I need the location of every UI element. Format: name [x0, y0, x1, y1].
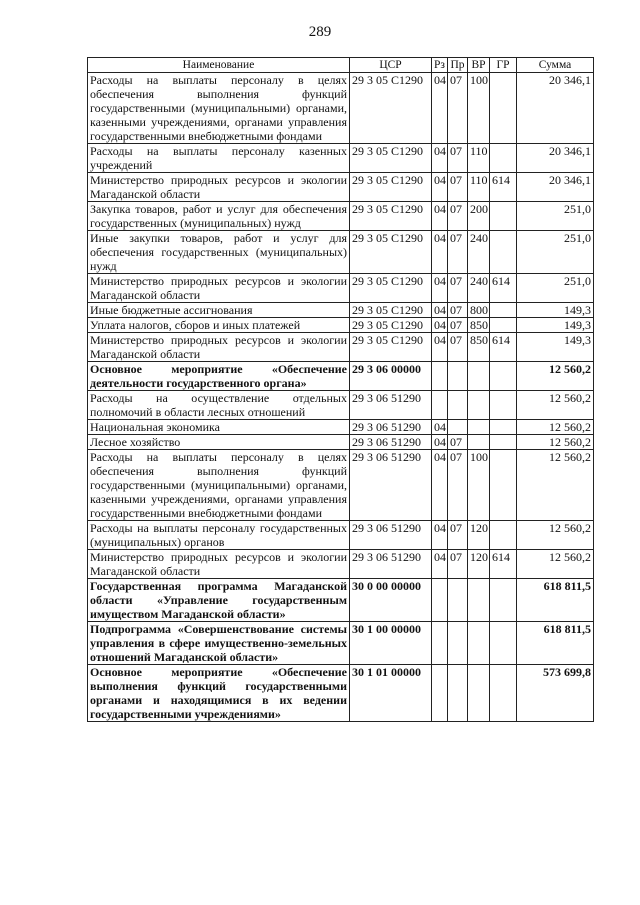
cell-gr [490, 202, 517, 231]
table-row [88, 665, 594, 722]
cell-rz [432, 665, 448, 722]
cell-rz [432, 579, 448, 622]
cell-sum: 12 560,2 [517, 450, 594, 521]
cell-vr: 110 [468, 173, 490, 202]
cell-gr [490, 303, 517, 318]
cell-name: Лесное хозяйство [88, 435, 350, 450]
cell-csr: 29 3 05 С1290 [350, 144, 432, 173]
cell-gr [490, 318, 517, 333]
table-row [88, 303, 594, 318]
cell-csr: 29 3 05 С1290 [350, 73, 432, 144]
cell-name: Министерство природных ресурсов и экологии Магаданской области [88, 274, 350, 303]
cell-pr: 07 [448, 73, 468, 144]
table-row [88, 579, 594, 622]
table-row [88, 144, 594, 173]
cell-rz: 04 [432, 420, 448, 435]
cell-sum: 251,0 [517, 202, 594, 231]
cell-csr: 30 1 01 00000 [350, 665, 432, 722]
cell-name: Расходы на выплаты персоналу казенных учреждений [88, 144, 350, 173]
table-row [88, 420, 594, 435]
cell-vr [468, 579, 490, 622]
cell-vr [468, 362, 490, 391]
cell-sum: 618 811,5 [517, 622, 594, 665]
cell-rz: 04 [432, 231, 448, 274]
cell-sum: 20 346,1 [517, 144, 594, 173]
cell-csr: 29 3 06 51290 [350, 521, 432, 550]
cell-pr: 07 [448, 450, 468, 521]
cell-pr [448, 391, 468, 420]
cell-vr: 800 [468, 303, 490, 318]
table-row [88, 318, 594, 333]
table-row [88, 622, 594, 665]
cell-pr: 07 [448, 231, 468, 274]
cell-name: Основное мероприятие «Обеспечение деятельности государственного органа» [88, 362, 350, 391]
cell-sum: 12 560,2 [517, 435, 594, 450]
cell-name: Подпрограмма «Совершенствование системы управления в сфере имущественно-земельных отношений Магаданской области» [88, 622, 350, 665]
cell-csr: 29 3 05 С1290 [350, 318, 432, 333]
cell-vr: 120 [468, 550, 490, 579]
cell-name: Расходы на выплаты персоналу государственных (муниципальных) органов [88, 521, 350, 550]
cell-sum: 149,3 [517, 303, 594, 318]
cell-sum: 20 346,1 [517, 173, 594, 202]
cell-gr [490, 622, 517, 665]
cell-name: Министерство природных ресурсов и экологии Магаданской области [88, 550, 350, 579]
cell-csr: 29 3 06 51290 [350, 550, 432, 579]
cell-csr: 29 3 06 51290 [350, 420, 432, 435]
cell-gr: 614 [490, 333, 517, 362]
cell-pr: 07 [448, 333, 468, 362]
cell-rz: 04 [432, 333, 448, 362]
cell-rz: 04 [432, 435, 448, 450]
table-row [88, 274, 594, 303]
cell-vr [468, 435, 490, 450]
cell-sum: 149,3 [517, 333, 594, 362]
cell-name: Иные закупки товаров, работ и услуг для обеспечения государственных (муниципальных) нужд [88, 231, 350, 274]
cell-vr: 120 [468, 521, 490, 550]
table-row [88, 202, 594, 231]
cell-pr: 07 [448, 274, 468, 303]
cell-sum: 12 560,2 [517, 550, 594, 579]
cell-gr [490, 420, 517, 435]
cell-gr [490, 144, 517, 173]
cell-sum: 12 560,2 [517, 521, 594, 550]
cell-gr [490, 521, 517, 550]
cell-sum: 251,0 [517, 274, 594, 303]
cell-name: Закупка товаров, работ и услуг для обеспечения государственных (муниципальных) нужд [88, 202, 350, 231]
cell-sum: 12 560,2 [517, 420, 594, 435]
cell-name: Государственная программа Магаданской области «Управление государственным имуществом Магаданской области» [88, 579, 350, 622]
cell-vr: 850 [468, 318, 490, 333]
header-gr: ГР [490, 58, 517, 73]
cell-sum: 149,3 [517, 318, 594, 333]
table-row [88, 73, 594, 144]
cell-sum: 618 811,5 [517, 579, 594, 622]
cell-csr: 29 3 06 00000 [350, 362, 432, 391]
cell-name: Уплата налогов, сборов и иных платежей [88, 318, 350, 333]
table-row [88, 391, 594, 420]
cell-csr: 29 3 05 С1290 [350, 333, 432, 362]
header-rz: Рз [432, 58, 448, 73]
budget-table [87, 57, 594, 722]
cell-pr: 07 [448, 318, 468, 333]
cell-pr: 07 [448, 202, 468, 231]
cell-rz: 04 [432, 173, 448, 202]
table-row [88, 450, 594, 521]
cell-sum: 20 346,1 [517, 73, 594, 144]
cell-csr: 29 3 05 С1290 [350, 274, 432, 303]
cell-vr: 100 [468, 450, 490, 521]
cell-pr: 07 [448, 303, 468, 318]
cell-vr: 110 [468, 144, 490, 173]
cell-pr: 07 [448, 144, 468, 173]
header-pr: Пр [448, 58, 468, 73]
cell-pr: 07 [448, 550, 468, 579]
cell-name: Расходы на осуществление отдельных полномочий в области лесных отношений [88, 391, 350, 420]
cell-rz: 04 [432, 550, 448, 579]
cell-sum: 573 699,8 [517, 665, 594, 722]
cell-rz: 04 [432, 202, 448, 231]
cell-csr: 29 3 05 С1290 [350, 202, 432, 231]
cell-rz [432, 622, 448, 665]
cell-csr: 29 3 06 51290 [350, 391, 432, 420]
table-row [88, 435, 594, 450]
cell-rz: 04 [432, 318, 448, 333]
page-number: 289 [308, 24, 332, 40]
cell-csr: 29 3 06 51290 [350, 450, 432, 521]
cell-pr [448, 579, 468, 622]
cell-name: Министерство природных ресурсов и экологии Магаданской области [88, 173, 350, 202]
cell-pr [448, 362, 468, 391]
cell-vr [468, 420, 490, 435]
cell-name: Расходы на выплаты персоналу в целях обеспечения выполнения функций государственными (муниципальными) органами, казенными учреждениями, органами управления государственными внебюджетными фондами [88, 73, 350, 144]
cell-vr: 100 [468, 73, 490, 144]
table-row [88, 173, 594, 202]
cell-gr [490, 450, 517, 521]
cell-gr [490, 579, 517, 622]
cell-pr [448, 622, 468, 665]
cell-vr: 850 [468, 333, 490, 362]
table-row [88, 333, 594, 362]
cell-csr: 29 3 05 С1290 [350, 173, 432, 202]
cell-gr [490, 362, 517, 391]
cell-rz: 04 [432, 144, 448, 173]
table-header-row [88, 58, 594, 73]
cell-vr: 240 [468, 274, 490, 303]
cell-csr: 29 3 05 С1290 [350, 303, 432, 318]
header-vr: ВР [468, 58, 490, 73]
cell-gr: 614 [490, 173, 517, 202]
cell-rz [432, 391, 448, 420]
cell-pr [448, 665, 468, 722]
table-row [88, 362, 594, 391]
cell-csr: 29 3 05 С1290 [350, 231, 432, 274]
cell-vr [468, 391, 490, 420]
cell-csr: 30 1 00 00000 [350, 622, 432, 665]
cell-gr [490, 73, 517, 144]
cell-pr: 07 [448, 521, 468, 550]
cell-name: Министерство природных ресурсов и экологии Магаданской области [88, 333, 350, 362]
header-sum: Сумма [517, 58, 594, 73]
cell-rz: 04 [432, 303, 448, 318]
header-name: Наименование [88, 58, 350, 73]
cell-gr [490, 231, 517, 274]
cell-vr [468, 665, 490, 722]
table-body [88, 73, 594, 722]
table-row [88, 521, 594, 550]
cell-vr [468, 622, 490, 665]
cell-name: Основное мероприятие «Обеспечение выполнения функций государственными органами и находящимися в их ведении государственными учреждениями» [88, 665, 350, 722]
table-row [88, 550, 594, 579]
cell-csr: 30 0 00 00000 [350, 579, 432, 622]
cell-sum: 12 560,2 [517, 362, 594, 391]
cell-pr [448, 420, 468, 435]
cell-sum: 12 560,2 [517, 391, 594, 420]
cell-name: Национальная экономика [88, 420, 350, 435]
cell-vr: 240 [468, 231, 490, 274]
cell-name: Расходы на выплаты персоналу в целях обеспечения выполнения функций государственными (муниципальными) органами, казенными учреждениями, органами управления государственными внебюджетными фондами [88, 450, 350, 521]
cell-gr [490, 391, 517, 420]
cell-gr [490, 665, 517, 722]
header-csr: ЦСР [350, 58, 432, 73]
cell-pr: 07 [448, 173, 468, 202]
cell-rz [432, 362, 448, 391]
cell-rz: 04 [432, 521, 448, 550]
cell-rz: 04 [432, 73, 448, 144]
cell-pr: 07 [448, 435, 468, 450]
cell-name: Иные бюджетные ассигнования [88, 303, 350, 318]
cell-sum: 251,0 [517, 231, 594, 274]
table-row [88, 231, 594, 274]
cell-csr: 29 3 06 51290 [350, 435, 432, 450]
cell-rz: 04 [432, 274, 448, 303]
cell-rz: 04 [432, 450, 448, 521]
cell-gr: 614 [490, 550, 517, 579]
cell-gr [490, 435, 517, 450]
cell-gr: 614 [490, 274, 517, 303]
cell-vr: 200 [468, 202, 490, 231]
